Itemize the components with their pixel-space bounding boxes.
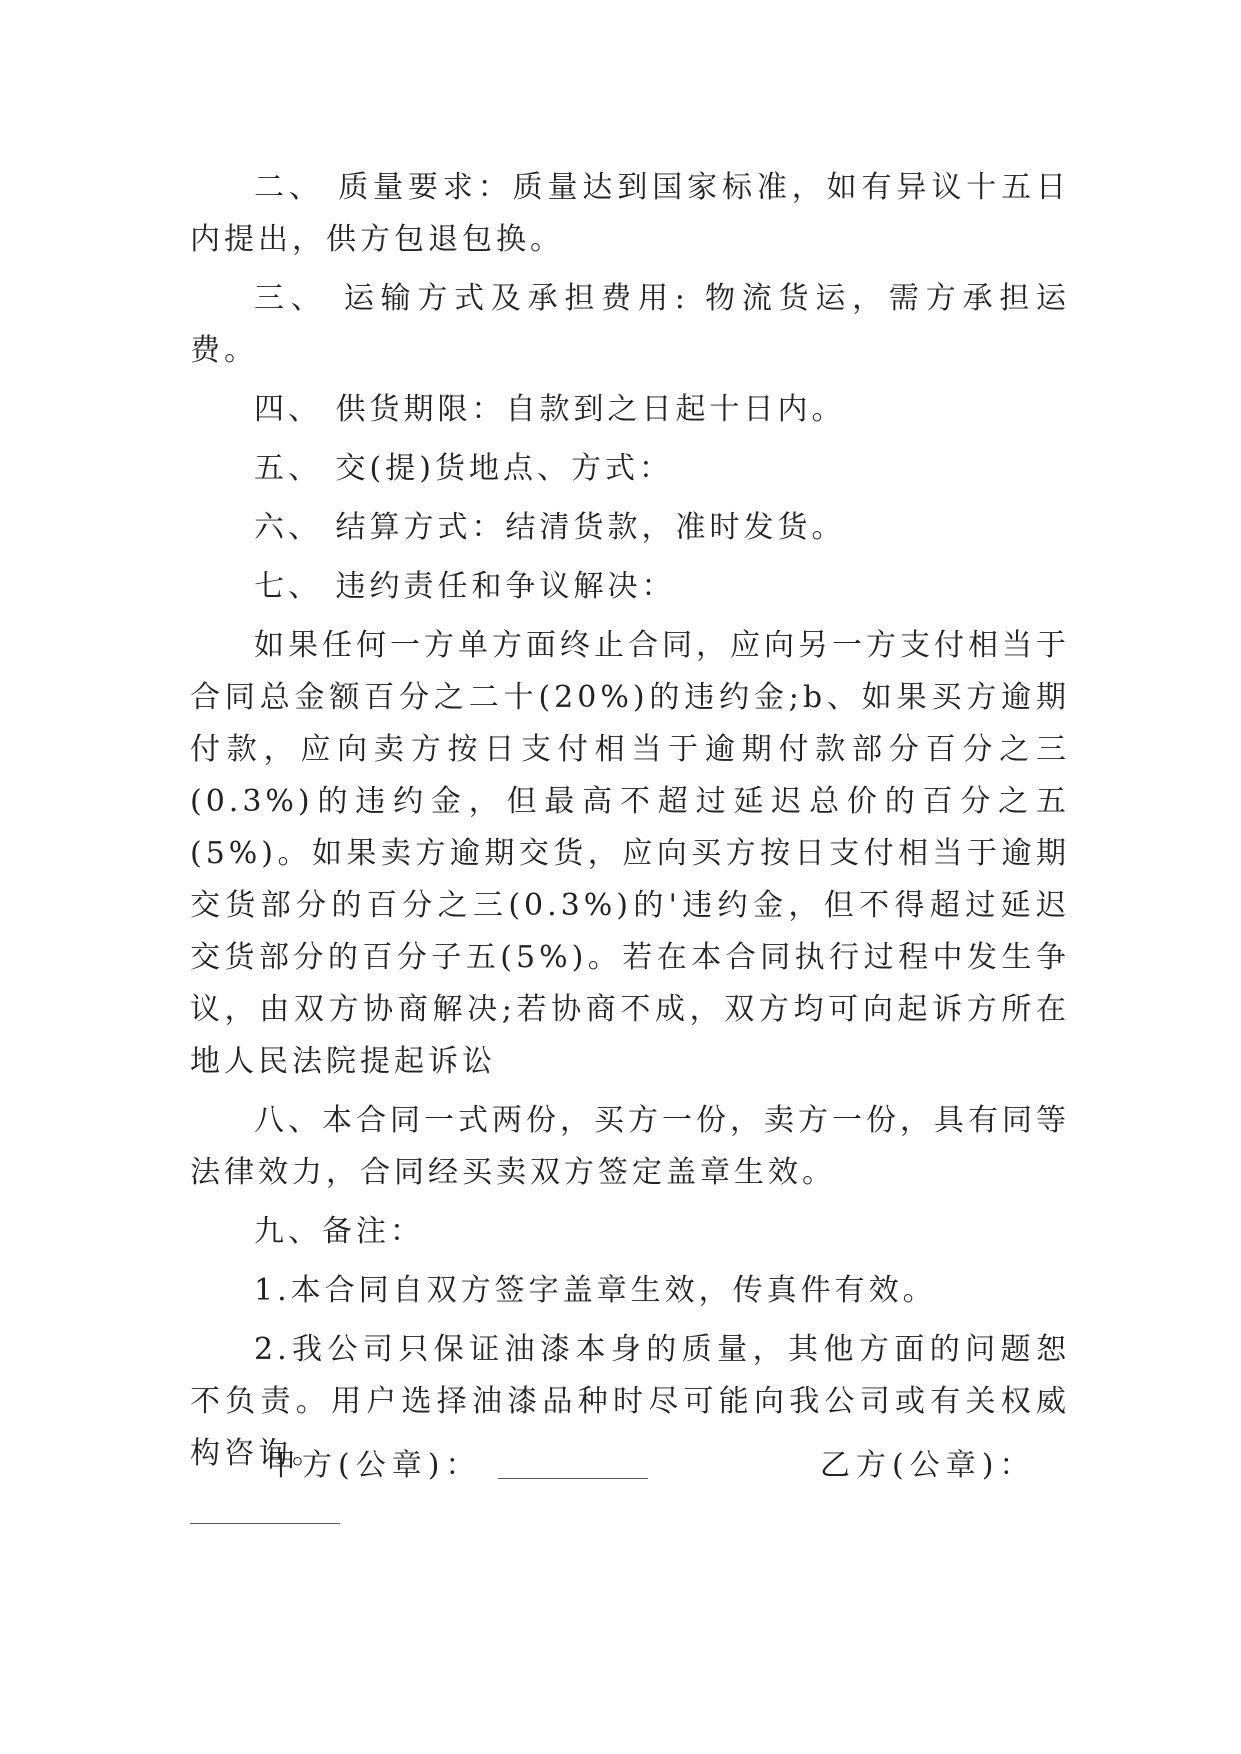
party-a-signature-line xyxy=(498,1478,648,1479)
clause-delivery-period: 四、 供货期限：自款到之日起十日内。 xyxy=(254,392,846,427)
clause-settlement: 六、 结算方式：结清货款，准时发货。 xyxy=(254,510,846,545)
remark-item-2: 2.我公司只保证油漆本身的质量，其他方面的问题恕不负责。用户选择油漆品种时尽可能向我公司或有关权威构咨询。 xyxy=(190,1332,1070,1471)
clause-copies: 八、本合同一式两份，买方一份，卖方一份，具有同等法律效力，合同经买卖双方签定盖章生效。 xyxy=(190,1103,1070,1190)
clause-quality: 二、 质量要求：质量达到国家标准，如有异议十五日内提出，供方包退包换。 xyxy=(190,170,1070,257)
party-b-signature-line xyxy=(190,1523,340,1524)
party-b-label: 乙方(公章)： xyxy=(820,1448,1036,1483)
signature-row xyxy=(190,1440,1070,1500)
clause-delivery-place: 五、 交(提)货地点、方式： xyxy=(254,451,673,486)
clause-liability-heading: 七、 违约责任和争议解决： xyxy=(254,569,676,604)
clause-remarks-heading: 九、备注： xyxy=(254,1214,424,1249)
clause-transport: 三、 运输方式及承担费用: 物流货运，需方承担运费。 xyxy=(190,281,1070,368)
contract-body xyxy=(190,162,1070,1487)
remark-item-1: 1.本合同自双方签字盖章生效，传真件有效。 xyxy=(254,1273,937,1308)
party-a-label: 甲方(公章)： xyxy=(266,1448,482,1483)
clause-liability-body: 如果任何一方单方面终止合同，应向另一方支付相当于合同总金额百分之二十(20%)的违约金;b、如果买方逾期付款，应向卖方按日支付相当于逾期付款部分百分之三(0.3%)的违约金，但最高不超过延迟总价的百分之五(5%)。如果卖方逾期交货，应向买方按日支付相当于逾期交货部分的百分之三(0.3%)的'违约金，但不得超过延迟交货部分的百分子五(5%)。若在本合同执行过程中发生争议，由双方协商解决;若协商不成，双方均可向起诉方所在地人民法院提起诉讼 xyxy=(190,628,1070,1079)
